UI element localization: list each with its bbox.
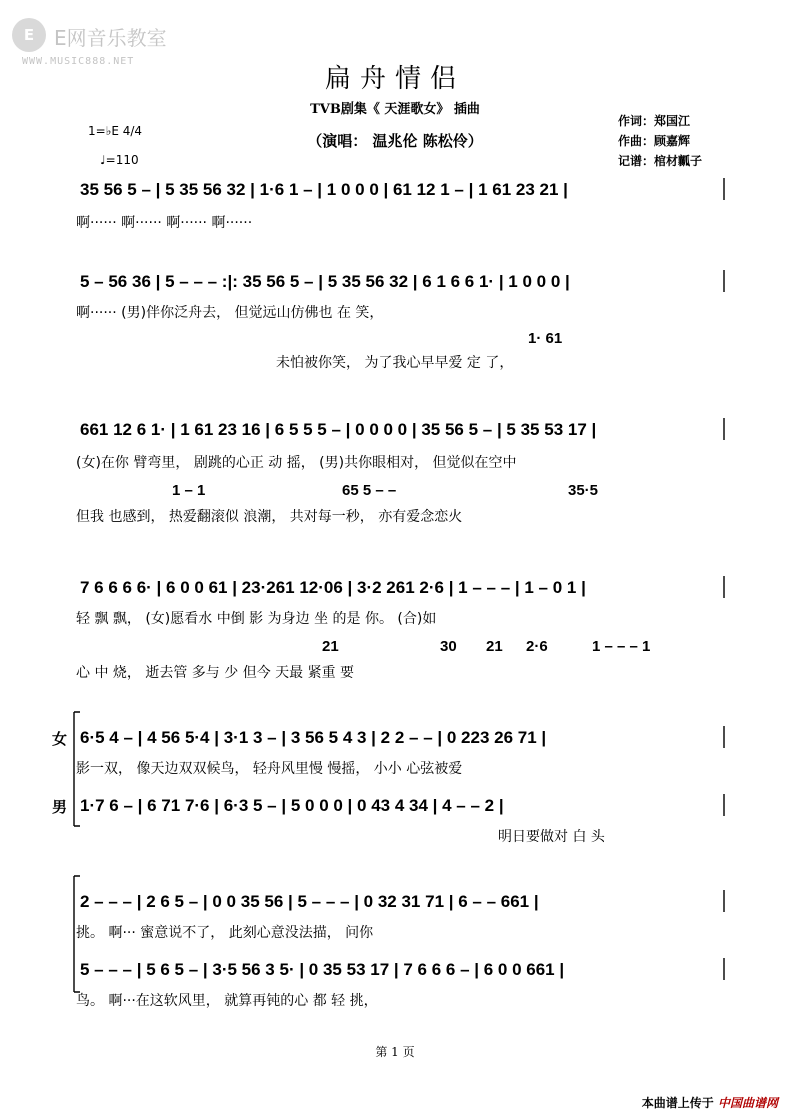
harmony-4e: 1 – – – 1 bbox=[592, 638, 651, 655]
harmony-line-2: 1· 61 bbox=[528, 330, 563, 347]
transcriber-credit: 记谱：棺材瓤子 bbox=[618, 154, 703, 168]
composer-credit: 作曲：顾嘉辉 bbox=[618, 134, 691, 148]
system-6-bracket bbox=[74, 876, 80, 992]
watermark-logo-icon: E bbox=[12, 18, 46, 52]
watermark-url: WWW.MUSIC888.NET bbox=[22, 56, 135, 67]
harmony-4b: 30 bbox=[440, 638, 457, 655]
harmony-4a: 21 bbox=[322, 638, 339, 655]
notation-line-5-female: 6·5 4 – | 4 56 5·4 | 3·1 3 – | 3 56 5 4 3 | 2 2 – – | 0 223 26 71 | bbox=[80, 728, 547, 747]
footer-upload-text: 本曲谱上传于 bbox=[641, 1096, 714, 1110]
lyrics-line-4b: 心 中 烧， 逝去管 多与 少 但今 天最 紧重 要 bbox=[76, 665, 355, 681]
notation-line-6-female: 2 – – – | 2 6 5 – | 0 0 35 56 | 5 – – – | 0 32 31 71 | 6 – – 661 | bbox=[80, 892, 539, 911]
harmony-3c: 35·5 bbox=[568, 482, 599, 499]
notation-line-5-male: 1·7 6 – | 6 71 7·6 | 6·3 5 – | 5 0 0 0 | 0 43 4 34 | 4 – – 2 | bbox=[80, 796, 504, 815]
footer-site-name: 中国曲谱网 bbox=[717, 1096, 778, 1110]
notation-line-4: 7 6 6 6 6· | 6 0 0 61 | 23·261 12·06 | 3·2 261 2·6 | 1 – – – | 1 – 0 1 | bbox=[80, 578, 586, 597]
harmony-3a: 1 – 1 bbox=[172, 482, 206, 499]
lyrics-line-5-male: 明日要做对 白 头 bbox=[498, 829, 605, 845]
key-signature: 1=♭E 4/4 bbox=[88, 124, 143, 138]
lyrics-line-6-female: 挑。 啊··· 蜜意说不了， 此刻心意没法描， 问你 bbox=[76, 925, 374, 941]
lyrics-line-5-female: 影一双， 像天边双双候鸟， 轻舟风里慢 慢摇， 小小 心弦被爱 bbox=[76, 761, 463, 777]
lyrics-line-3: (女)在你 臂弯里， 剧跳的心正 动 摇， (男)共你眼相对， 但觉似在空中 bbox=[76, 455, 517, 471]
song-title: 扁舟情侣 bbox=[324, 64, 465, 94]
lyrics-line-2: 啊······ (男)伴你泛舟去， 但觉远山仿佛也 在 笑， bbox=[76, 305, 384, 321]
lyrics-line-6-male: 鸟。 啊···在这软风里， 就算再钝的心 都 轻 挑， bbox=[76, 993, 378, 1009]
notation-line-3: 661 12 6 1· | 1 61 23 16 | 6 5 5 5 – | 0 0 0 0 | 35 56 5 – | 5 35 53 17 | bbox=[80, 420, 597, 439]
notation-line-1: 35 56 5 – | 5 35 56 32 | 1·6 1 – | 1 0 0 0 | 61 12 1 – | 1 61 23 21 | bbox=[80, 180, 568, 199]
lyrics-line-3b: 但我 也感到， 热爱翻滚似 浪潮， 共对每一秒， 亦有爱念恋火 bbox=[76, 509, 463, 525]
footer bbox=[642, 1094, 778, 1111]
lyrics-line-1: 啊······ 啊······ 啊······ 啊······ bbox=[76, 215, 253, 231]
page-number: 第 1 页 bbox=[375, 1045, 415, 1059]
tempo-marking: ♩=110 bbox=[100, 153, 139, 167]
lyricist-credit: 作词：郑国江 bbox=[618, 114, 691, 128]
song-subtitle: TVB剧集《 天涯歌女》 插曲 bbox=[310, 102, 480, 117]
harmony-4d: 2·6 bbox=[526, 638, 548, 655]
singers-line: （演唱： 温兆伦 陈松伶） bbox=[307, 132, 483, 150]
harmony-4c: 21 bbox=[486, 638, 503, 655]
lyrics-line-4: 轻 飘 飘， (女)愿看水 中倒 影 为身边 坐 的是 你。 (合)如 bbox=[76, 611, 437, 627]
watermark-name: E网音乐教室 bbox=[54, 26, 167, 50]
system-5-bracket bbox=[74, 712, 80, 826]
notation-line-6-male: 5 – – – | 5 6 5 – | 3·5 56 3 5· | 0 35 53 17 | 7 6 6 6 – | 6 0 0 661 | bbox=[80, 960, 565, 979]
lyrics-line-2b: 未怕被你笑， 为了我心早早爱 定 了， bbox=[276, 355, 514, 371]
voice-label-male: 男 bbox=[52, 798, 68, 816]
harmony-3b: 65 5 – – bbox=[342, 482, 397, 499]
voice-label-female: 女 bbox=[52, 730, 68, 748]
notation-line-2: 5 – 56 36 | 5 – – – :|: 35 56 5 – | 5 35 56 32 | 6 1 6 6 1· | 1 0 0 0 | bbox=[80, 272, 570, 291]
